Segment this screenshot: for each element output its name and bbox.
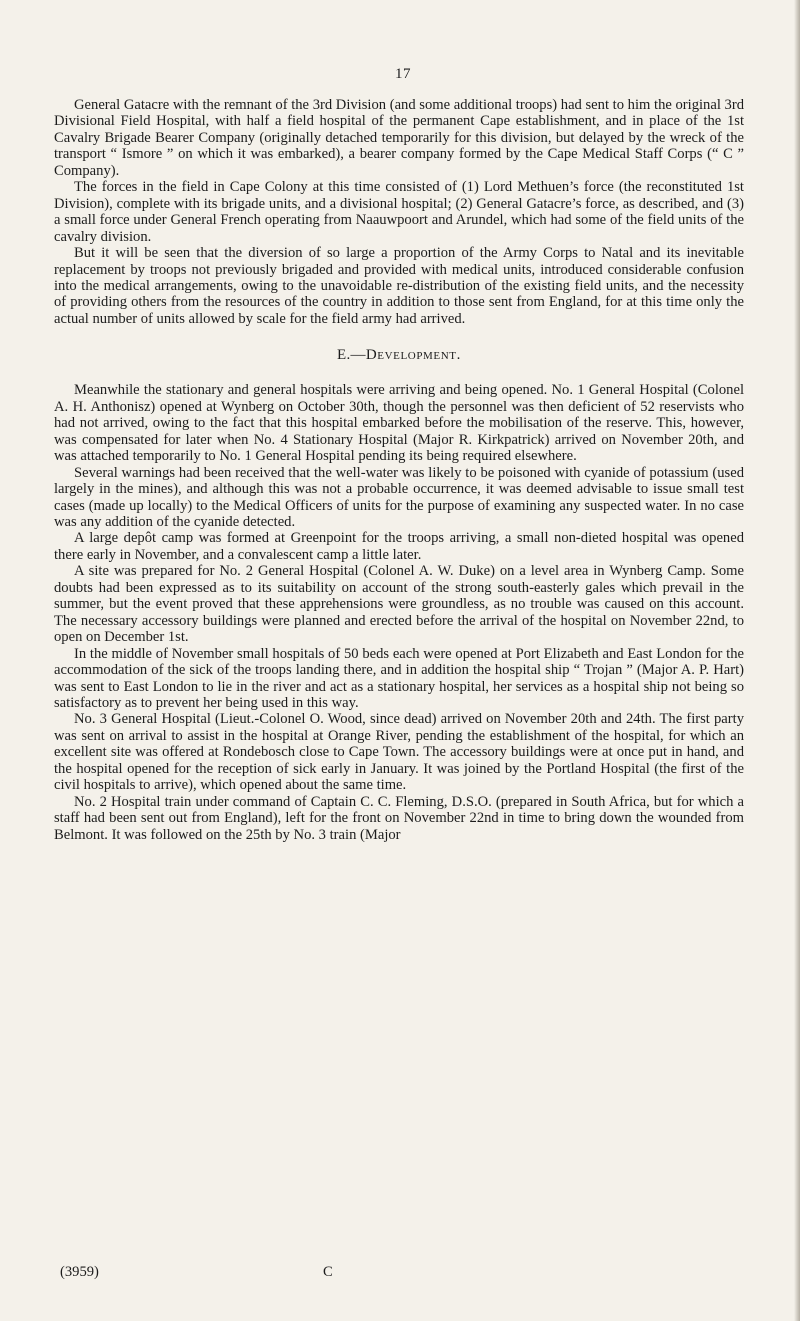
paragraph: Several warnings had been received that the well-water was likely to be poisoned with cyanide of potassium (used largely in the mines), and although this was not a probable occurrence, it was deemed advisable to issue small test cases (made up locally) to the Medical Officers of units for the purpose of examining any suspected water. In no case was any addition of the cyanide detected. [54, 464, 744, 530]
paragraph: But it will be seen that the diversion of so large a proportion of the Army Corps to Natal and its inevitable replacement by troops not previously brigaded and provided with medical units, introduced considerable confusion into the medical arrangements, owing to the unavoidable re-distribution of the existing field units, and the necessity of providing others from the resources of the country in addition to those sent from England, for at this time only the actual number of units allowed by scale for the field army had arrived. [54, 245, 744, 327]
paragraph: A large depôt camp was formed at Greenpoint for the troops arriving, a small non-dieted hospital was opened there early in November, and a convalescent camp a little later. [54, 530, 744, 563]
paragraph: A site was prepared for No. 2 General Hospital (Colonel A. W. Duke) on a level area in Wynberg Camp. Some doubts had been expressed as to its suitability on account of the strong south-easterly gales which prevail in the summer, but the event proved that these apprehensions were groundless, as no trouble was caused on this account. The necessary accessory buildings were planned and erected before the arrival of the hospital on November 22nd, to open on December 1st. [54, 563, 744, 646]
paragraph: Meanwhile the stationary and general hospitals were arriving and being opened. No. 1 General Hospital (Colonel A. H. Anthonisz) opened at Wynberg on October 30th, though the personnel was then deficient of 52 reservists who had not arrived, owing to the fact that this hospital embarked before the mobilisation of the reserve. This, however, was compensated for later when No. 4 Stationary Hospital (Major R. Kirkpatrick) arrived on November 20th, and was attached temporarily to No. 1 General Hospital pending its being required elsewhere. [54, 382, 744, 465]
paragraph: In the middle of November small hospitals of 50 beds each were opened at Port Elizabeth and East London for the accommodation of the sick of the troops landing there, and in addition the hospital ship “ Trojan ” (Major A. P. Hart) was sent to East London to lie in the river and act as a stationary hospital, her services as a hospital ship not being so satisfactory as to prevent her being used in this way. [54, 645, 744, 711]
print-code: (3959) [60, 1264, 99, 1280]
paragraph: No. 3 General Hospital (Lieut.-Colonel O. Wood, since dead) arrived on November 20th and 24th. The first party was sent on arrival to assist in the hospital at Orange River, pending the establishment of the hospital, for which an excellent site was offered at Rondebosch close to Cape Town. The accessory buildings were at once put in hand, and the hospital opened for the reception of sick early in January. It was joined by the Portland Hospital (the first of the civil hospitals to arrive), which opened about the same time. [54, 711, 744, 794]
page-number: 17 [395, 66, 411, 82]
section-heading-title: Development. [365, 347, 461, 364]
section-heading [54, 347, 744, 364]
paragraph: No. 2 Hospital train under command of Captain C. C. Fleming, D.S.O. (prepared in South Africa, but for which a staff had been sent out from England), left for the front on November 22nd in time to bring down the wounded from Belmont. It was followed on the 25th by No. 3 train (Major [54, 793, 744, 843]
page-edge-shadow [794, 0, 800, 1321]
paragraph: The forces in the field in Cape Colony at this time consisted of (1) Lord Methuen’s force (the reconstituted 1st Division), complete with its brigade units, and a divisional hospital; (2) General Gatacre’s force, as described, and (3) a small force under General French operating from Naauwpoort and Arundel, which had some of the field units of the cavalry division. [54, 179, 744, 245]
signature-mark: C [323, 1264, 333, 1280]
paragraphs-before [54, 97, 744, 327]
paragraphs-after [54, 382, 744, 843]
section-heading-prefix: E.— [337, 347, 366, 364]
paragraph: General Gatacre with the remnant of the 3rd Division (and some additional troops) had sent to him the original 3rd Divisional Field Hospital, with half a field hospital of the permanent Cape establishment, and in place of the 1st Cavalry Brigade Bearer Company (originally detached temporarily for this division, but delayed by the wreck of the transport “ Ismore ” on which it was embarked), a bearer company formed by the Cape Medical Staff Corps (“ C ” Company). [54, 97, 744, 179]
